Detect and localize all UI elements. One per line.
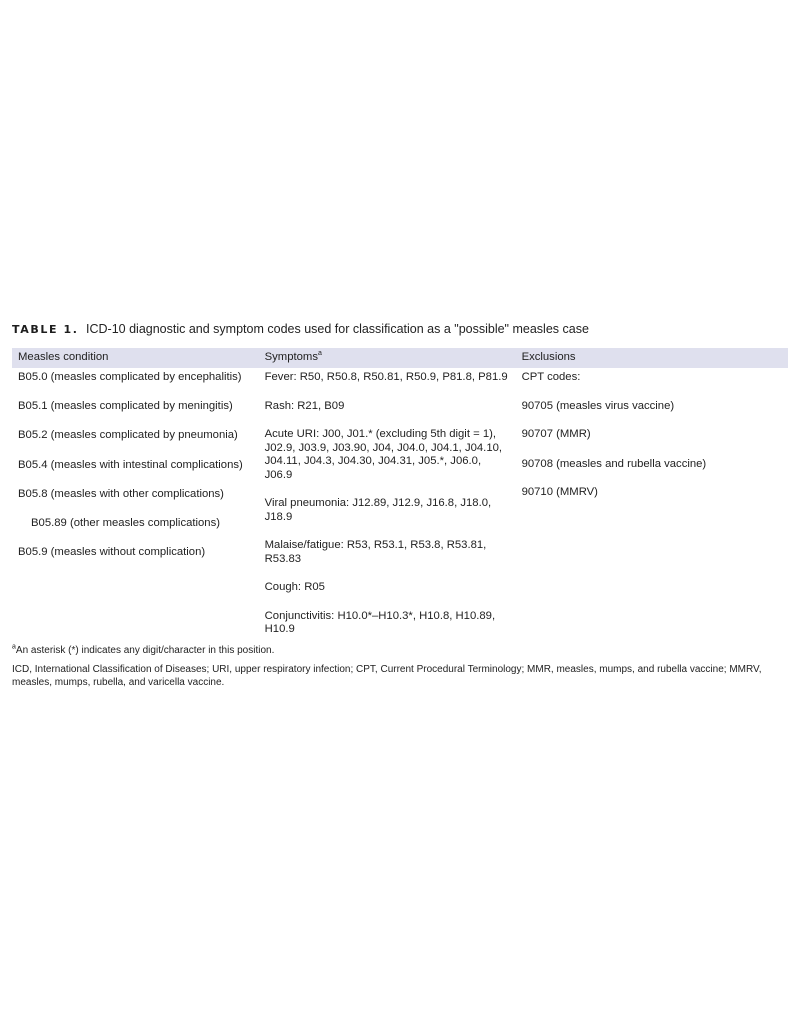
header-exclusions: Exclusions <box>516 348 788 368</box>
table-body-row <box>12 368 788 637</box>
table-caption <box>12 322 788 336</box>
abbreviations-note: ICD, International Classification of Diseases; URI, upper respiratory infection; CPT, Current Procedural Terminology; MMR, measles, mumps, and rubella vaccine; MMRV, measles, mumps, rubella, and varicella vaccine. <box>12 664 762 688</box>
condition-item: B05.0 (measles complicated by encephalitis) <box>18 371 242 383</box>
conditions-cell <box>12 368 259 637</box>
header-condition: Measles condition <box>12 348 259 368</box>
symptoms-cell <box>259 368 516 637</box>
header-symptoms-label: Symptoms <box>264 351 318 364</box>
symptom-item: Cough: R05 <box>264 581 325 593</box>
exclusion-item: CPT codes: <box>521 371 581 383</box>
exclusions-cell <box>516 368 788 637</box>
header-symptoms-marker: a <box>317 350 322 358</box>
exclusion-item: 90710 (MMRV) <box>521 486 598 498</box>
symptom-item: Rash: R21, B09 <box>264 399 345 412</box>
symptom-item: Conjunctivitis: H10.0*–H10.3*, H10.8, H10.89, H10.9 <box>264 609 496 635</box>
exclusion-item: 90707 (MMR) <box>521 428 591 440</box>
header-row <box>12 348 788 368</box>
condition-item: B05.1 (measles complicated by meningitis) <box>18 400 233 412</box>
codes-table <box>12 348 788 637</box>
footnote-marker: a <box>12 643 16 651</box>
condition-subitem: B05.89 (other measles complications) <box>31 517 220 529</box>
condition-item: B05.4 (measles with intestinal complications) <box>18 459 243 471</box>
exclusion-item: 90708 (measles and rubella vaccine) <box>521 457 707 470</box>
footnote-text: An asterisk (*) indicates any digit/character in this position. <box>15 644 275 656</box>
symptom-item: Viral pneumonia: J12.89, J12.9, J16.8, J18.0, J18.9 <box>264 497 492 523</box>
symptom-item: Acute URI: J00, J01.* (excluding 5th digit = 1), J02.9, J03.9, J03.90, J04, J04.0, J04.1, J04.10, J04.11, J04.3, J04.30, J04.31, J05.*, J06.0, J06.9 <box>264 428 503 481</box>
condition-item: B05.2 (measles complicated by pneumonia) <box>18 429 238 441</box>
condition-item: B05.8 (measles with other complications) <box>18 488 224 500</box>
exclusion-item: 90705 (measles virus vaccine) <box>521 399 675 412</box>
table-block <box>12 322 788 689</box>
header-symptoms <box>259 348 516 368</box>
table-label: TABLE 1. <box>12 323 79 336</box>
table-title: ICD-10 diagnostic and symptom codes used for classification as a "possible" measles case <box>86 322 589 336</box>
table-footnote <box>12 645 788 658</box>
symptom-item: Fever: R50, R50.8, R50.81, R50.9, P81.8, P81.9 <box>264 371 508 383</box>
symptom-item: Malaise/fatigue: R53, R53.1, R53.8, R53.81, R53.83 <box>264 539 487 565</box>
condition-item: B05.9 (measles without complication) <box>18 546 206 558</box>
